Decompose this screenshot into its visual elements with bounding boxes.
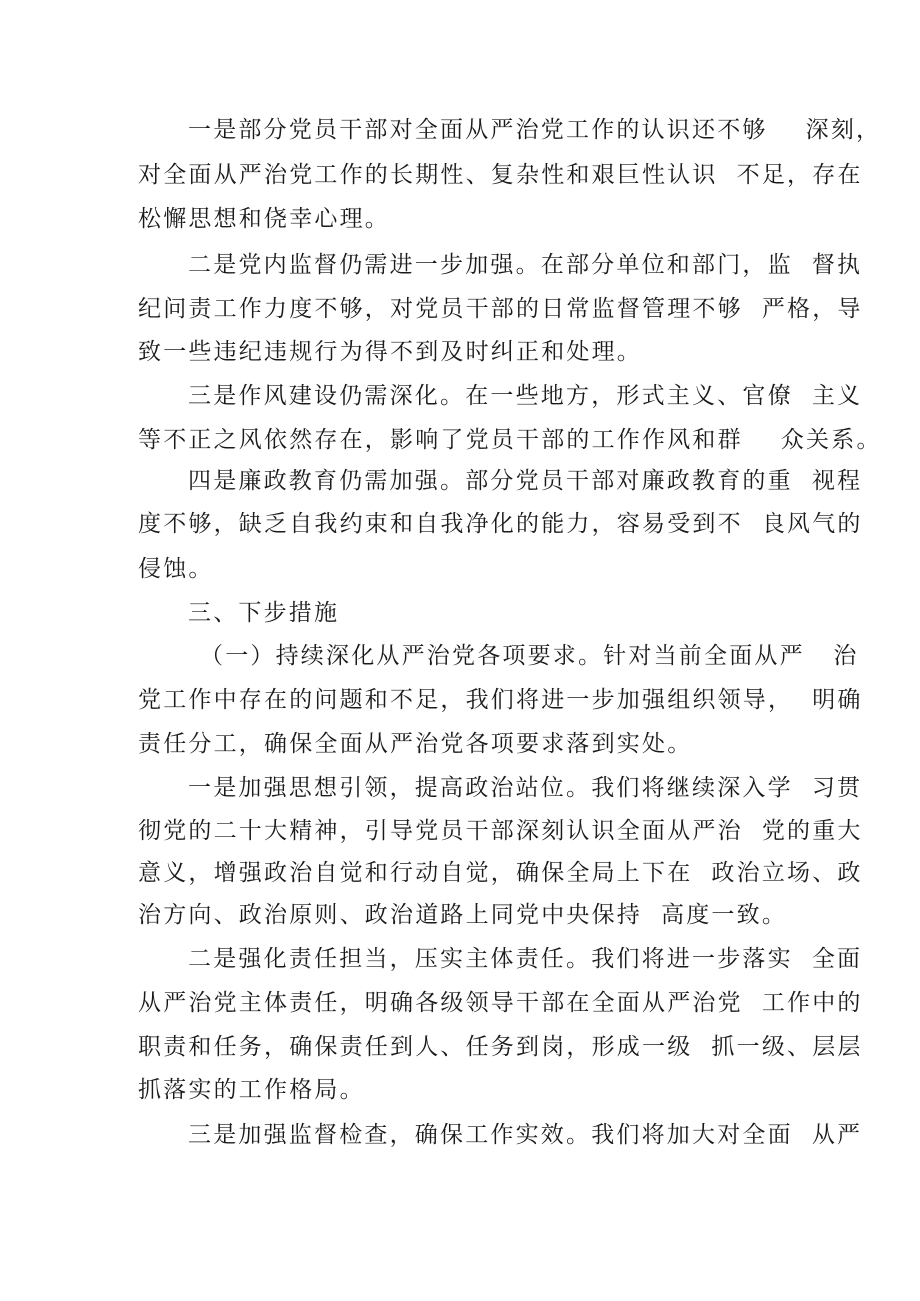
text-line: 责任分工，确保全面从严治党各项要求落到实处。 (138, 731, 693, 757)
text-line: 从严治党主体责任，明确各级领导干部在全面从严治党 工作中的 (138, 990, 863, 1016)
text-line: 彻党的二十大精神，引导党员干部深刻认识全面从严治 党的重大 (138, 818, 863, 844)
text-line: 二是强化责任担当，压实主体责任。我们将进一步落实 全面 (188, 946, 863, 972)
text-line: 党工作中存在的问题和不足，我们将进一步加强组织领导， 明确 (138, 687, 863, 713)
text-line: 一是加强思想引领，提高政治站位。我们将继续深入学 习贯 (188, 775, 863, 801)
text-line: 致一些违纪违规行为得不到及时纠正和处理。 (138, 339, 642, 365)
text-line: （一）持续深化从严治党各项要求。针对当前全面从严 治 (200, 643, 859, 669)
text-line: 职责和任务，确保责任到人、任务到岗，形成一级 抓一级、层层 (138, 1034, 863, 1060)
text-line: 纪问责工作力度不够，对党员干部的日常监督管理不够 严格，导 (138, 296, 863, 322)
text-line: 度不够，缺乏自我约束和自我净化的能力，容易受到不 良风气的 (138, 511, 863, 537)
text-line: 一是部分党员干部对全面从严治党工作的认识还不够 深刻， (188, 117, 882, 143)
text-line: 治方向、政治原则、政治道路上同党中央保持 高度一致。 (138, 902, 788, 928)
text-line: 松懈思想和侥幸心理。 (138, 206, 390, 232)
text-line: 抓落实的工作格局。 (138, 1077, 365, 1103)
text-line: 四是廉政教育仍需加强。部分党员干部对廉政教育的重 视程 (188, 468, 863, 494)
text-line: 等不正之风依然存在，影响了党员干部的工作作风和群 众关系。 (138, 427, 882, 453)
text-line: 对全面从严治党工作的长期性、复杂性和艰巨性认识 不足，存在 (138, 162, 863, 188)
text-line: 侵蚀。 (138, 556, 214, 582)
text-line: 意义，增强政治自觉和行动自觉，确保全局上下在 政治立场、政 (138, 860, 863, 886)
text-line: 二是党内监督仍需进一步加强。在部分单位和部门，监 督执 (188, 252, 863, 278)
section-heading: 三、下步措施 (188, 600, 340, 626)
text-line: 三是加强监督检查，确保工作实效。我们将加大对全面 从严 (188, 1122, 863, 1148)
text-line: 三是作风建设仍需深化。在一些地方，形式主义、官僚 主义 (188, 383, 863, 409)
